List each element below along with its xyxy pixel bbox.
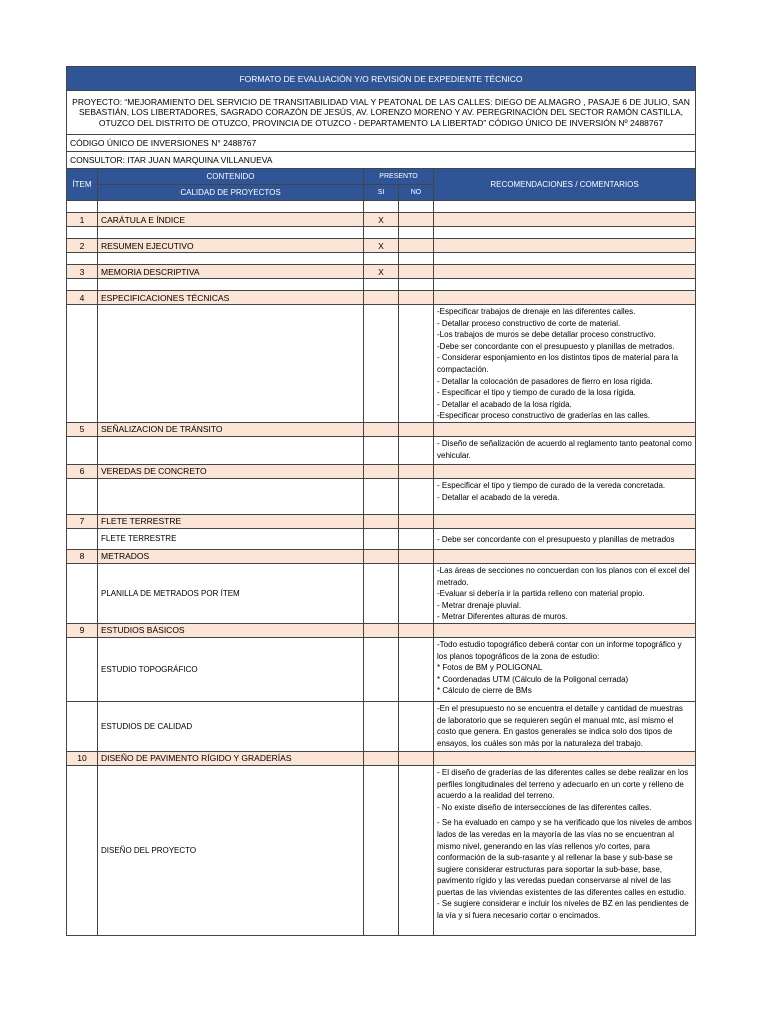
item-label: ESPECIFICACIONES TÉCNICAS — [98, 291, 364, 305]
subitem-diseno: DISEÑO DEL PROYECTO — [98, 765, 364, 935]
item-number: 1 — [67, 213, 98, 227]
recommendations-metrados: -Las áreas de secciones no concuerdan con los planos con el excel del metrado. -Evaluar si debería ir la partida relleno con material propio. - Metrar drenaje pluvial. - Metrar Diferentes alturas de muros. — [434, 563, 696, 623]
item-number: 9 — [67, 623, 98, 637]
item-number: 5 — [67, 422, 98, 436]
item-number: 4 — [67, 291, 98, 305]
item-label: RESUMEN EJECUTIVO — [98, 239, 364, 253]
item-number: 2 — [67, 239, 98, 253]
section-row — [67, 464, 696, 478]
header-contenido: CONTENIDO — [98, 169, 364, 185]
header-si: SI — [364, 185, 399, 201]
item-number: 10 — [67, 751, 98, 765]
item-label: CARÁTULA E ÍNDICE — [98, 213, 364, 227]
section-row — [67, 751, 696, 765]
si-mark: X — [364, 213, 399, 227]
section-row — [67, 239, 696, 253]
recommendations-calidad: -En el presupuesto no se encuentra el detalle y cantidad de muestras de laboratorio que se requieren según el manual mtc, así mismo el costo que genera. En gastos generales se indica solo dos tipos de ensayos, los cuáles son más por la naturaleza del trabajo. — [434, 701, 696, 751]
item-label: DISEÑO DE PAVIMENTO RÍGIDO Y GRADERÍAS — [98, 751, 364, 765]
section-row — [67, 514, 696, 528]
section-row — [67, 265, 696, 279]
si-mark: X — [364, 239, 399, 253]
recommendations-flete: - Debe ser concordante con el presupuesto y planillas de metrados — [434, 528, 696, 549]
subitem-topografico: ESTUDIO TOPOGRÁFICO — [98, 637, 364, 701]
subitem-flete: FLETE TERRESTRE — [98, 528, 364, 549]
item-label: METRADOS — [98, 549, 364, 563]
item-number: 3 — [67, 265, 98, 279]
recommendations-diseno: - El diseño de graderías de las diferentes calles se debe realizar en los perfiles longitudinales del terreno y adecuarlo en un corte y relleno de acuerdo a la realidad del terreno. - No existe diseño de intersecciones de las diferentes calles. - Se ha evaluado en campo y se ha verificado que los niveles de ambos lados de las veredas en la mayoría de las vías no se encuentran al mismo nivel, generando en las vías rellenos y/o cortes, para conformación de la sub-rasante y al rellenar la base y sub-base se sugiere considerar estructuras para soportar la sub-base, base, pavimento rígido y las veredas puedan conservarse al nivel de las puertas de las viviendas existentes de las diferentes calles en estudio. - Se sugiere considerar e incluir los niveles de BZ en las pendientes de la vía y si fuera necesario cortar o encimados. — [434, 765, 696, 935]
recommendations-veredas: - Especificar el tipo y tiempo de curado de la vereda concretada. - Detallar el acabado de la vereda. — [434, 478, 696, 514]
item-number: 7 — [67, 514, 98, 528]
form-title: FORMATO DE EVALUACIÓN Y/O REVISIÓN DE EXPEDIENTE TÉCNICO — [67, 67, 696, 91]
consultant: CONSULTOR: ITAR JUAN MARQUINA VILLANUEVA — [67, 152, 696, 169]
evaluation-sheet — [66, 66, 695, 936]
subitem-planilla: PLANILLA DE METRADOS POR ÍTEM — [98, 563, 364, 623]
evaluation-table — [66, 66, 696, 936]
item-label: ESTUDIOS BÁSICOS — [98, 623, 364, 637]
subitem-calidad: ESTUDIOS DE CALIDAD — [98, 701, 364, 751]
section-row — [67, 213, 696, 227]
header-recomendaciones: RECOMENDACIONES / COMENTARIOS — [434, 169, 696, 201]
item-label: MEMORIA DESCRIPTIVA — [98, 265, 364, 279]
item-label: FLETE TERRESTRE — [98, 514, 364, 528]
header-calidad: CALIDAD DE PROYECTOS — [98, 185, 364, 201]
recommendations-topografico: -Todo estudio topográfico deberá contar con un informe topográfico y los planos topográficos de la zona de estudio: * Fotos de BM y POLIGONAL * Coordenadas UTM (Cálculo de la Poligonal cerrada) * Cálculo de cierre de BMs — [434, 637, 696, 701]
recommendations-senalizacion: - Diseño de señalización de acuerdo al reglamento tanto peatonal como vehicular. — [434, 436, 696, 464]
section-row — [67, 422, 696, 436]
item-number: 6 — [67, 464, 98, 478]
project-description: PROYECTO: “MEJORAMIENTO DEL SERVICIO DE TRANSITABILIDAD VIAL Y PEATONAL DE LAS CALLES: DIEGO DE ALMAGRO , PASAJE 6 DE JULIO, SAN SEBASTIÁN, LOS LIBERTADORES, SAGRADO CORAZÓN DE JESÚS, AV. LORENZO MORENO Y AV. PEREGRINACIÓN DEL SECTOR RAMÓN CASTILLA, OTUZCO DEL DISTRITO DE OTUZCO, PROVINCIA DE OTUZCO - DEPARTAMENTO LA LIBERTAD” CÓDIGO ÚNICO DE INVERSIÓN Nº 2488767 — [67, 91, 696, 135]
si-mark: X — [364, 265, 399, 279]
header-no: NO — [399, 185, 434, 201]
investment-code: CÓDIGO ÚNICO DE INVERSIONES N° 2488767 — [67, 135, 696, 152]
header-item: ÍTEM — [67, 169, 98, 201]
recommendations-especificaciones: -Especificar trabajos de drenaje en las diferentes calles. - Detallar proceso constructivo de corte de material. -Los trabajos de muros se debe detallar proceso constructivo. -Debe ser concordante con el presupuesto y planillas de metrados. - Considerar esponjamiento en los distintos tipos de material para la compactación. - Detallar la colocación de pasadores de fierro en losa rígida. - Especificar el tipo y tiempo de curado de la losa rígida. - Detallar el acabado de la losa rígida. -Especificar proceso constructivo de graderías en las calles. — [434, 305, 696, 423]
section-row — [67, 623, 696, 637]
header-presento: PRESENTO — [364, 169, 434, 185]
item-label: VEREDAS DE CONCRETO — [98, 464, 364, 478]
item-label: SEÑALIZACION DE TRÁNSITO — [98, 422, 364, 436]
section-row — [67, 549, 696, 563]
item-number: 8 — [67, 549, 98, 563]
section-row — [67, 291, 696, 305]
